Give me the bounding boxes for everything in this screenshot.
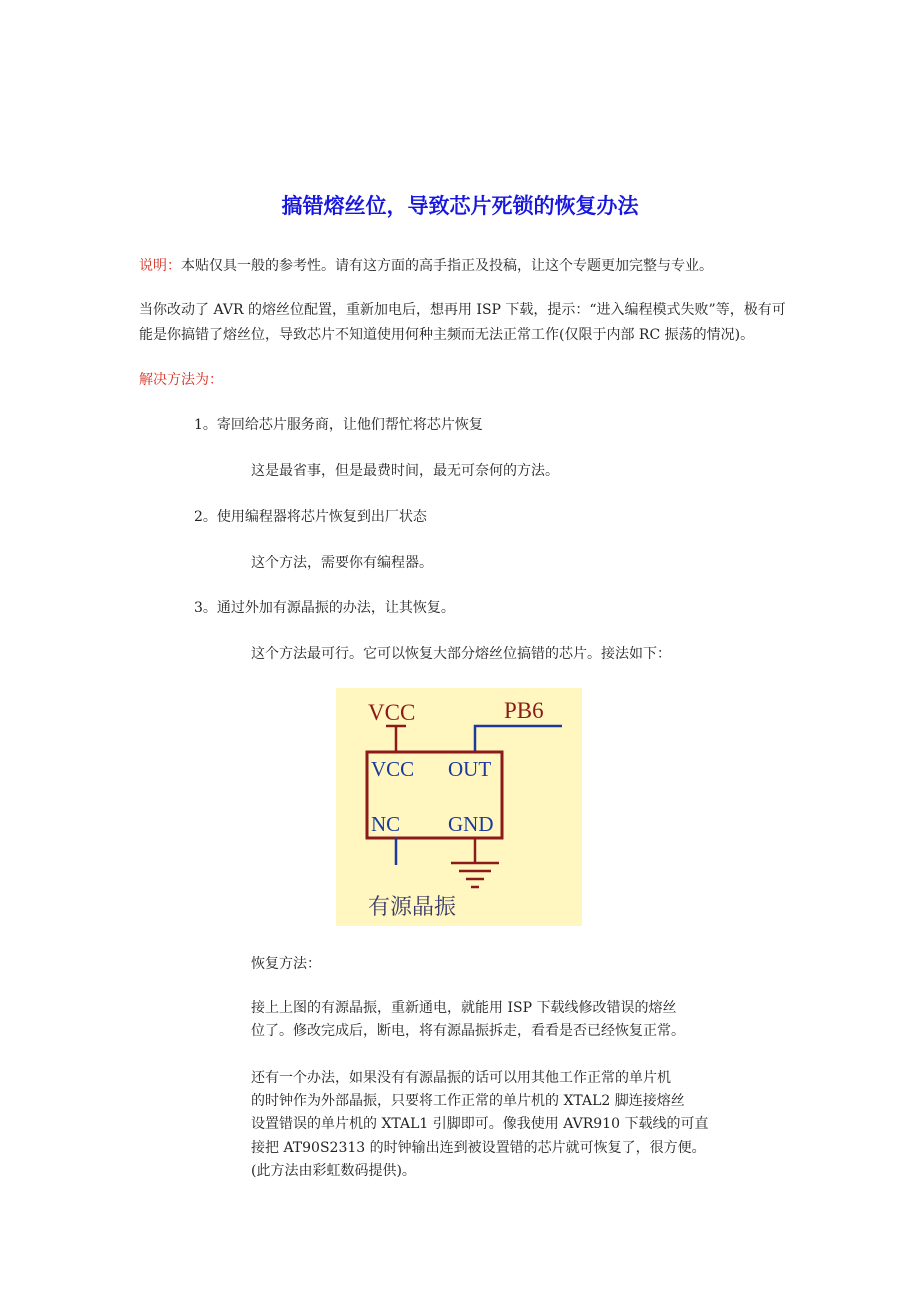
step-3-desc: 这个方法最可行。它可以恢复大部分熔丝位搞错的芯片。接法如下： (251, 646, 671, 662)
step-3-title: 3。通过外加有源晶振的办法，让其恢复。 (194, 600, 455, 616)
recovery-para2-line-2: 的时钟作为外部晶振，只要将工作正常的单片机的 XTAL2 脚连接熔丝 (251, 1093, 685, 1109)
step-2-desc: 这个方法，需要你有编程器。 (251, 555, 433, 571)
note-text: 本贴仅具一般的参考性。请有这方面的高手指正及投稿，让这个专题更加完整与专业。 (181, 258, 713, 274)
step-1-desc: 这是最省事，但是最费时间，最无可奈何的方法。 (251, 463, 559, 479)
note-label: 说明： (139, 258, 181, 274)
solutions-heading: 解决方法为： (139, 372, 223, 388)
recovery-para2-line-4: 接把 AT90S2313 的时钟输出连到被设置错的芯片就可恢复了，很方便。 (251, 1140, 706, 1156)
step-1-title: 1。寄回给芯片服务商，让他们帮忙将芯片恢复 (194, 417, 483, 433)
oscillator-diagram (336, 688, 582, 926)
diagram-caption: 有源晶振 (368, 895, 457, 920)
pin-gnd-label: GND (448, 812, 494, 836)
recovery-para2-line-1: 还有一个办法，如果没有有源晶振的话可以用其他工作正常的单片机 (251, 1070, 671, 1086)
pin-out-label: OUT (448, 757, 492, 781)
pin-nc-label: NC (371, 812, 401, 836)
vcc-supply-label: VCC (368, 700, 416, 725)
step-2-title: 2。使用编程器将芯片恢复到出厂状态 (194, 509, 427, 525)
note-line (139, 256, 713, 276)
pb6-label: PB6 (504, 698, 544, 723)
pin-vcc-label: VCC (371, 757, 415, 781)
recovery-para2-line-3: 设置错误的单片机的 XTAL1 引脚即可。像我使用 AVR910 下载线的可直 (251, 1116, 709, 1132)
intro-line-2: 能是你搞错了熔丝位，导致芯片不知道使用何种主频而无法正常工作(仅限于内部 RC 振荡的情况)。 (139, 327, 755, 343)
recovery-para2-line-5: (此方法由彩虹数码提供)。 (251, 1163, 416, 1179)
recovery-para1-line-2: 位了。修改完成后，断电，将有源晶振拆走，看看是否已经恢复正常。 (251, 1023, 685, 1039)
intro-line-1: 当你改动了 AVR 的熔丝位配置，重新加电后，想再用 ISP 下载，提示：“进入编程模式失败”等，极有可 (139, 302, 786, 318)
recovery-heading: 恢复方法： (251, 956, 321, 972)
page-title: 搞错熔丝位，导致芯片死锁的恢复办法 (281, 194, 639, 218)
recovery-para1-line-1: 接上上图的有源晶振，重新通电，就能用 ISP 下载线修改错误的熔丝 (251, 1000, 677, 1016)
